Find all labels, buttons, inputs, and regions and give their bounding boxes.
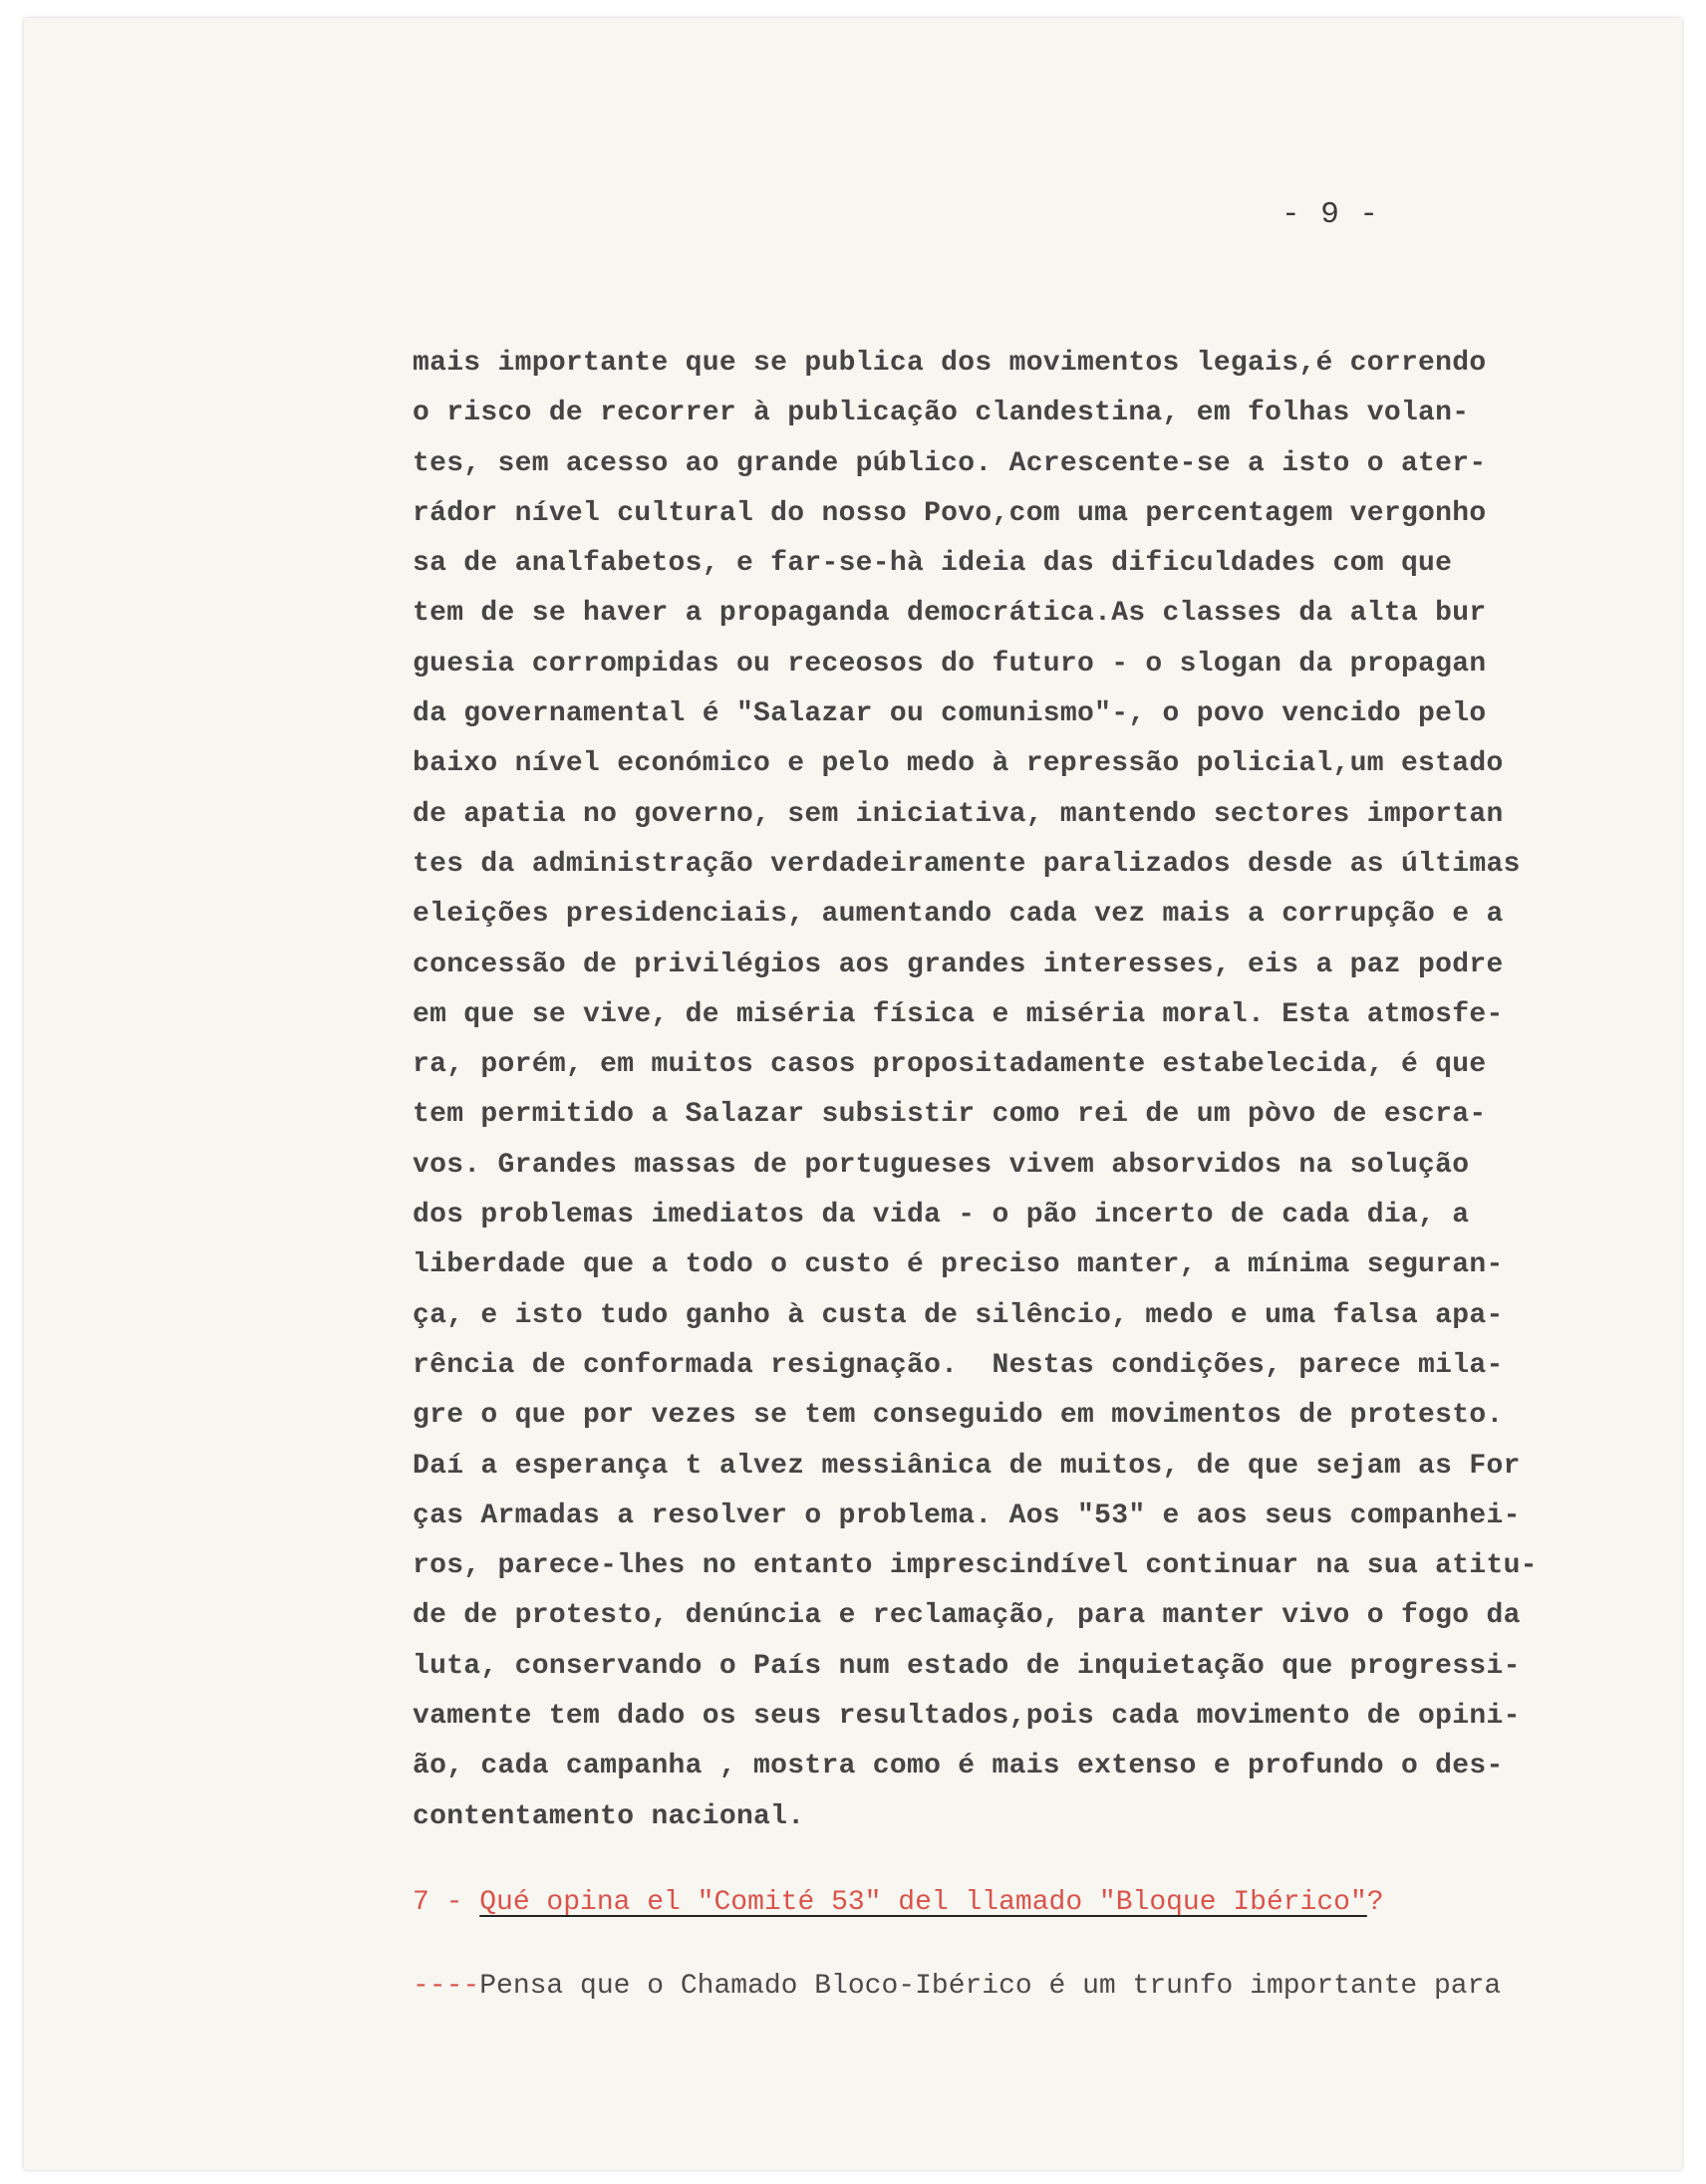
- text-line: guesia corrompidas ou receosos do futuro - o slogan da propagan: [413, 648, 1487, 680]
- text-line: ros, parece-lhes no entanto imprescindível continuar na sua atitu-: [413, 1550, 1538, 1582]
- text-line: contentamento nacional.: [413, 1800, 805, 1832]
- text-line: concessão de privilégios aos grandes interesses, eis a paz podre: [413, 949, 1504, 980]
- text-line: ra, porém, em muitos casos propositadamente estabelecida, é que: [413, 1049, 1487, 1081]
- text-line: dos problemas imediatos da vida - o pão incerto de cada dia, a: [413, 1200, 1470, 1231]
- question-text: Qué opina el "Comité 53" del llamado "Bloque Ibérico": [479, 1887, 1367, 1918]
- text-line: rência de conformada resignação. Nestas condições, parece mila-: [413, 1349, 1504, 1381]
- text-line: rádor nível cultural do nosso Povo,com uma percentagem vergonho: [413, 497, 1487, 529]
- question-number: 7 -: [413, 1887, 480, 1918]
- document-page: [24, 18, 1682, 2170]
- question-mark: ?: [1366, 1887, 1384, 1918]
- text-line: o risco de recorrer à publicação clandestina, em folhas volan-: [413, 398, 1470, 429]
- text-line: vamente tem dado os seus resultados,pois cada movimento de opini-: [413, 1701, 1521, 1733]
- text-line: Daí a esperança t alvez messiânica de muitos, de que sejam as For: [413, 1450, 1521, 1482]
- text-line: eleições presidenciais, aumentando cada vez mais a corrupção e a: [413, 899, 1504, 931]
- text-line: tem de se haver a propaganda democrática.As classes da alta bur: [413, 598, 1487, 630]
- page-number: - 9 -: [1281, 197, 1380, 232]
- text-line: de apatia no governo, sem iniciativa, mantendo sectores importan: [413, 798, 1504, 830]
- text-line: ão, cada campanha , mostra como é mais extenso e profundo o des-: [413, 1751, 1504, 1782]
- text-line: luta, conservando o País num estado de inquietação que progressi-: [413, 1650, 1521, 1682]
- text-line: gre o que por vezes se tem conseguido em movimentos de protesto.: [413, 1400, 1504, 1432]
- answer-text: Pensa que o Chamado Bloco-Ibérico é um trunfo importante para: [479, 1971, 1502, 2002]
- text-line: tes da administração verdadeiramente paralizados desde as últimas: [413, 848, 1521, 880]
- body-paragraph: [413, 339, 1538, 1842]
- text-line: de de protesto, denúncia e reclamação, para manter vivo o fogo da: [413, 1600, 1521, 1632]
- text-line: ça, e isto tudo ganho à custa de silêncio, medo e uma falsa apa-: [413, 1299, 1504, 1331]
- text-line: baixo nível económico e pelo medo à repressão policial,um estado: [413, 748, 1504, 780]
- answer-line: [413, 1971, 1501, 2002]
- text-line: mais importante que se publica dos movimentos legais,é correndo: [413, 348, 1487, 379]
- text-line: liberdade que a todo o custo é preciso manter, a mínima seguran-: [413, 1249, 1504, 1281]
- text-line: em que se vive, de miséria física e miséria moral. Esta atmosfe-: [413, 998, 1504, 1030]
- text-line: tes, sem acesso ao grande público. Acrescente-se a isto o ater-: [413, 447, 1487, 479]
- text-line: ças Armadas a resolver o problema. Aos "53" e aos seus companhei-: [413, 1500, 1521, 1531]
- text-line: sa de analfabetos, e far-se-hà ideia das dificuldades com que: [413, 548, 1453, 580]
- text-line: da governamental é "Salazar ou comunismo"-, o povo vencido pelo: [413, 698, 1487, 730]
- answer-dashes: ----: [413, 1971, 480, 2002]
- text-line: tem permitido a Salazar subsistir como rei de um pòvo de escra-: [413, 1099, 1487, 1131]
- question-heading: [413, 1887, 1384, 1918]
- text-line: vos. Grandes massas de portugueses vivem absorvidos na solução: [413, 1149, 1470, 1181]
